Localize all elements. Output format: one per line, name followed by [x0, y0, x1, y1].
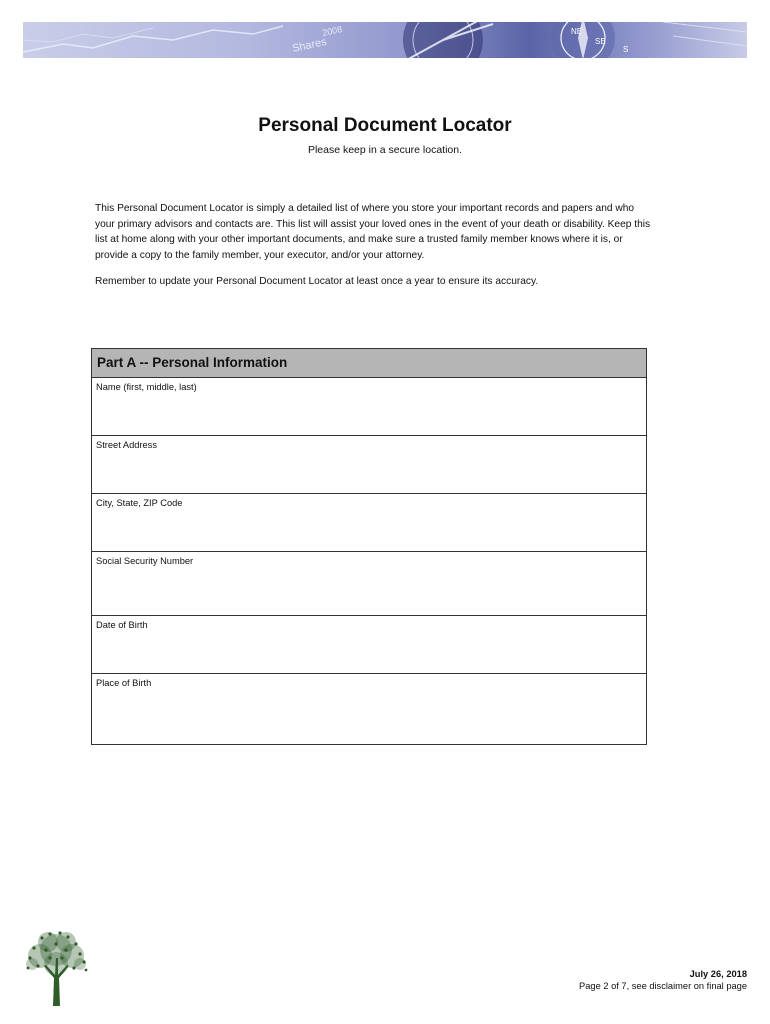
banner-scale-text: 2008: [321, 24, 344, 38]
intro-paragraph: This Personal Document Locator is simply a detailed list of where you store your important records and papers and who your primary advisors and contacts are. This list will assist your loved ones in the event of your death or disability. Keep this list at home along with your other important documents, and make sure a trusted family member knows where it is, or provide a copy to the family member, your executor, and/or your attorney.: [95, 203, 651, 261]
place-of-birth-label: Place of Birth: [96, 678, 152, 688]
page-subtitle: Please keep in a secure location.: [307, 144, 463, 156]
page-title: Personal Document Locator: [258, 115, 512, 136]
part-a-header: Part A -- Personal Information: [92, 349, 646, 378]
banner-graphic: [23, 22, 747, 58]
city-state-zip-label: City, State, ZIP Code: [96, 498, 183, 508]
date-of-birth-label: Date of Birth: [96, 620, 148, 630]
reminder-paragraph: Remember to update your Personal Document Locator at least once a year to ensure its accuracy.: [95, 276, 539, 287]
header-banner-image: [23, 22, 747, 58]
compass-letter-s: S: [623, 45, 629, 54]
street-address-field[interactable]: [92, 436, 646, 494]
ssn-field[interactable]: [92, 552, 646, 616]
name-field-label: Name (first, middle, last): [96, 382, 197, 392]
name-field[interactable]: [92, 378, 646, 436]
place-of-birth-field[interactable]: [92, 674, 646, 744]
page-footer: [579, 968, 747, 992]
part-a-section: [91, 348, 647, 745]
ssn-label: Social Security Number: [96, 556, 194, 566]
footer-date: July 26, 2018: [689, 969, 747, 979]
compass-letter-se: SE: [595, 37, 606, 46]
city-state-zip-field[interactable]: [92, 494, 646, 552]
footer-page-note: Page 2 of 7, see disclaimer on final page: [579, 981, 747, 991]
banner-shares-text: Shares: [291, 35, 328, 55]
street-address-label: Street Address: [96, 440, 157, 450]
tree-logo-icon: [20, 928, 92, 1011]
compass-letter-ne: NE: [571, 27, 583, 36]
date-of-birth-field[interactable]: [92, 616, 646, 674]
